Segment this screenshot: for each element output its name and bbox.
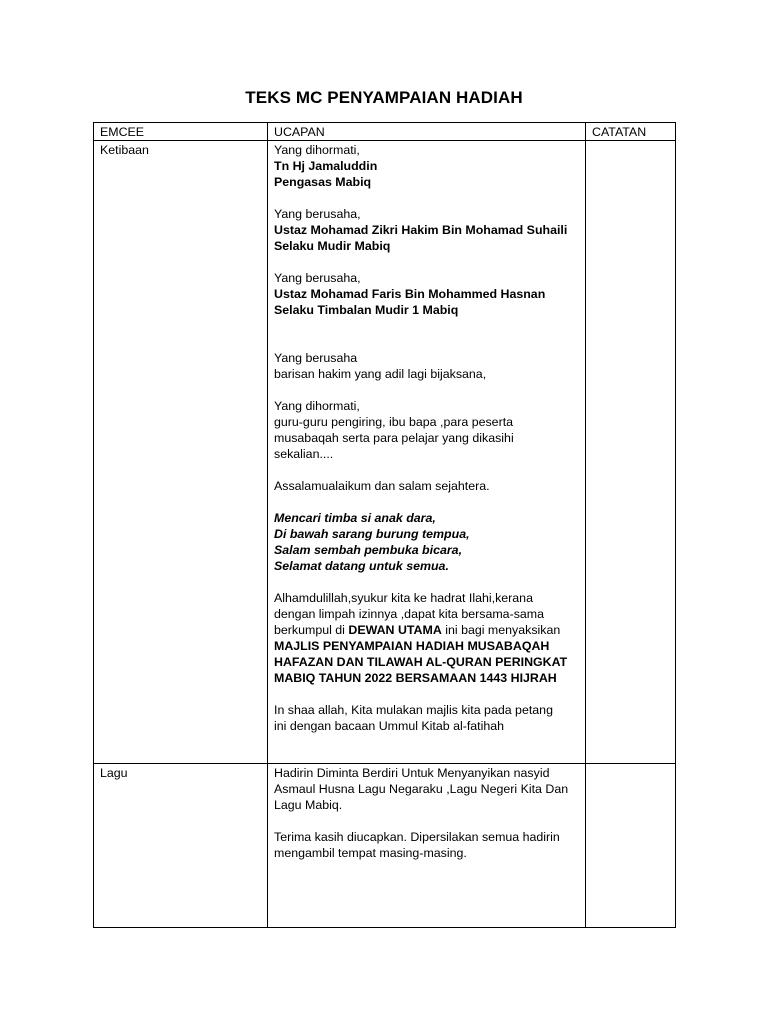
text-span: berkumpul di	[274, 623, 349, 637]
pantun-line: Salam sembah pembuka bicara,	[274, 543, 463, 557]
mc-script-table	[93, 122, 676, 928]
header-ucapan: UCAPAN	[268, 123, 586, 141]
emcee-cell: Lagu	[94, 764, 268, 928]
emcee-cell: Ketibaan	[94, 141, 268, 764]
greeting-line: Yang berusaha,	[274, 271, 361, 285]
event-title-line: MABIQ TAHUN 2022 BERSAMAAN 1443 HIJRAH	[274, 671, 557, 685]
header-catatan: CATATAN	[586, 123, 676, 141]
pantun-line: Selamat datang untuk semua.	[274, 559, 449, 573]
salam-line: Assalamualaikum dan salam sejahtera.	[274, 479, 490, 493]
event-title-line: MAJLIS PENYAMPAIAN HADIAH MUSABAQAH	[274, 639, 550, 653]
header-emcee: EMCEE	[94, 123, 268, 141]
venue-name: DEWAN UTAMA	[348, 623, 442, 637]
text-line: Hadirin Diminta Berdiri Untuk Menyanyikan nasyid	[274, 766, 550, 780]
greeting-line: Yang dihormati,	[274, 399, 360, 413]
guest-name: Tn Hj Jamaluddin	[274, 159, 378, 173]
greeting-line: Yang berusaha,	[274, 207, 361, 221]
pantun-line: Di bawah sarang burung tempua,	[274, 527, 470, 541]
text-line: barisan hakim yang adil lagi bijaksana,	[274, 367, 487, 381]
pantun-line: Mencari timba si anak dara,	[274, 511, 436, 525]
text-line: mengambil tempat masing-masing.	[274, 846, 467, 860]
catatan-cell	[586, 764, 676, 928]
text-line: ini dengan bacaan Ummul Kitab al-fatihah	[274, 719, 505, 733]
text-line: In shaa allah, Kita mulakan majlis kita pada petang	[274, 703, 553, 717]
ucapan-cell	[268, 141, 586, 764]
catatan-cell	[586, 141, 676, 764]
event-title-line: HAFAZAN DAN TILAWAH AL-QURAN PERINGKAT	[274, 655, 568, 669]
text-line: Terima kasih diucapkan. Dipersilakan semua hadirin	[274, 830, 560, 844]
guest-role: Selaku Mudir Mabiq	[274, 239, 391, 253]
text-line: sekalian....	[274, 447, 334, 461]
text-line: dengan limpah izinnya ,dapat kita bersama-sama	[274, 607, 544, 621]
table-header-row	[94, 123, 676, 141]
guest-role: Selaku Timbalan Mudir 1 Mabiq	[274, 303, 459, 317]
text-span: ini bagi menyaksikan	[441, 623, 561, 637]
text-line: Alhamdulillah,syukur kita ke hadrat Ilahi,kerana	[274, 591, 533, 605]
text-line	[274, 622, 579, 638]
greeting-line: Yang berusaha	[274, 351, 358, 365]
text-line: musabaqah serta para pelajar yang dikasihi	[274, 431, 514, 445]
text-line: guru-guru pengiring, ibu bapa ,para peserta	[274, 415, 514, 429]
guest-name: Ustaz Mohamad Zikri Hakim Bin Mohamad Suhaili	[274, 223, 568, 237]
guest-name: Ustaz Mohamad Faris Bin Mohammed Hasnan	[274, 287, 546, 301]
document-title: TEKS MC PENYAMPAIAN HADIAH	[245, 88, 523, 107]
table-row	[94, 764, 676, 928]
table-row	[94, 141, 676, 764]
text-line: Asmaul Husna Lagu Negaraku ,Lagu Negeri Kita Dan	[274, 782, 569, 796]
greeting-line: Yang dihormati,	[274, 143, 360, 157]
guest-role: Pengasas Mabiq	[274, 175, 372, 189]
text-line: Lagu Mabiq.	[274, 798, 343, 812]
ucapan-cell	[268, 764, 586, 928]
